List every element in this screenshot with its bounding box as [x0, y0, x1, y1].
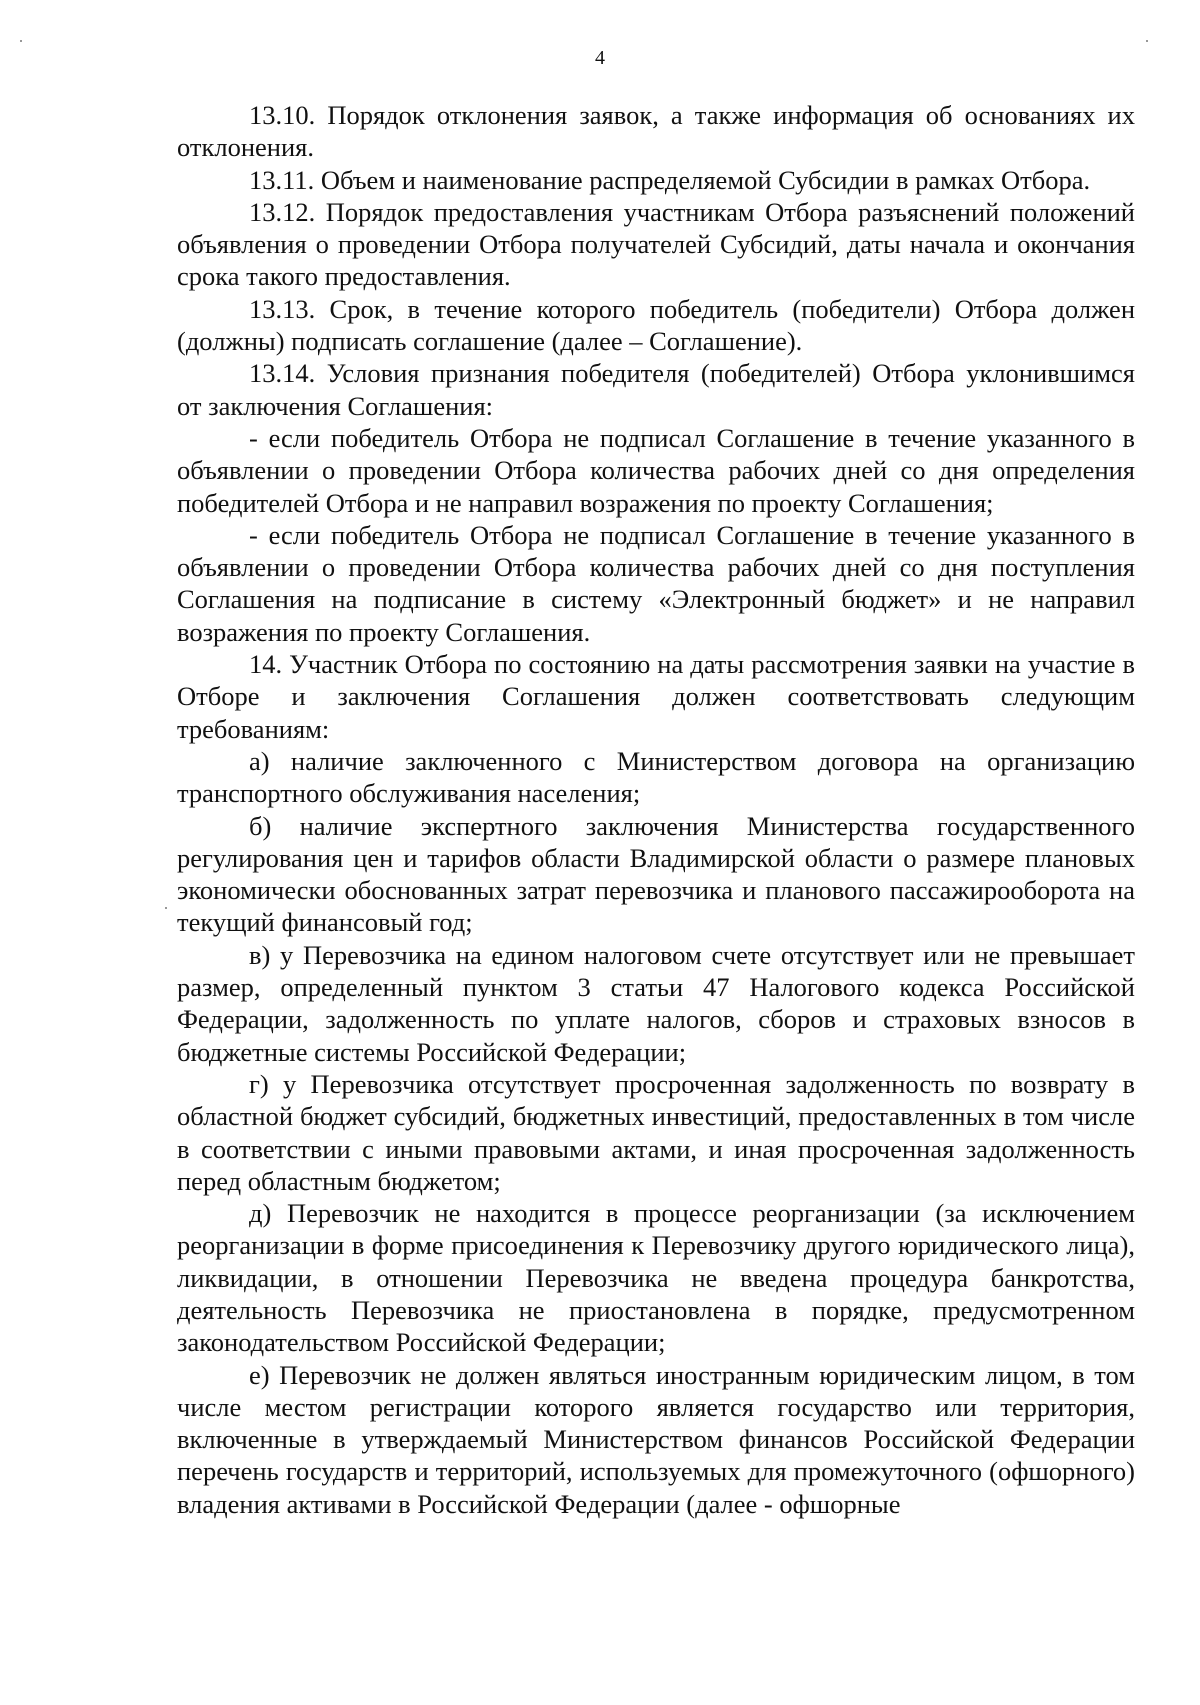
- list-item-b: б) наличие экспертного заключения Министерства государственного регулирования цен и тарифов области Владимирской области о размере плановых экономически обоснованных затрат перевозчика и планового пассажирооборота на текущий финансовый год;: [177, 810, 1135, 938]
- list-item-a: а) наличие заключенного с Министерством договора на организацию транспортного обслуживания населения;: [177, 745, 1135, 809]
- paragraph-13-14: 13.14. Условия признания победителя (победителей) Отбора уклонившимся от заключения Соглашения:: [177, 358, 1135, 421]
- scan-speck: [165, 907, 167, 909]
- list-item-d: д) Перевозчик не находится в процессе реорганизации (за исключением реорганизации в форме присоединения к Перевозчику другого юридического лица), ликвидации, в отношении Перевозчика не введена процедура банкротства, деятельность Перевозчика не приостановлена в порядке, предусмотренном законодательством Российской Федерации;: [177, 1198, 1135, 1358]
- list-item-e: е) Перевозчик не должен являться иностранным юридическим лицом, в том числе местом регистрации которого является государство или территория, включенные в утверждаемый Министерством финансов Российской Федерации перечень государств и территорий, используемых для промежуточного (офшорного) владения активами в Российской Федерации (далее - офшорные: [177, 1359, 1135, 1519]
- document-body: [177, 99, 1135, 1520]
- scan-speck: [20, 40, 22, 42]
- paragraph-13-10: 13.10. Порядок отклонения заявок, а также информация об основаниях их отклонения.: [177, 100, 1135, 163]
- page-number: 4: [595, 47, 605, 69]
- list-item-condition-1: - если победитель Отбора не подписал Соглашение в течение указанного в объявлении о проведении Отбора количества рабочих дней со дня определения победителей Отбора и не направил возражения по проекту Соглашения;: [177, 422, 1135, 518]
- list-item-v: в) у Перевозчика на едином налоговом счете отсутствует или не превышает размер, определенный пунктом 3 статьи 47 Налогового кодекса Российской Федерации, задолженность по уплате налогов, сборов и страховых взносов в бюджетные системы Российской Федерации;: [177, 939, 1135, 1067]
- paragraph-13-12: 13.12. Порядок предоставления участникам Отбора разъяснений положений объявления о проведении Отбора получателей Субсидий, даты начала и окончания срока такого предоставления.: [177, 196, 1135, 292]
- list-item-condition-2: - если победитель Отбора не подписал Соглашение в течение указанного в объявлении о проведении Отбора количества рабочих дней со дня поступления Соглашения на подписание в систему «Электронный бюджет» и не направил возражения по проекту Соглашения.: [177, 519, 1135, 647]
- paragraph-14: 14. Участник Отбора по состоянию на даты рассмотрения заявки на участие в Отборе и заключения Соглашения должен соответствовать следующим требованиям:: [177, 649, 1135, 744]
- paragraph-13-13: 13.13. Срок, в течение которого победитель (победители) Отбора должен (должны) подписать соглашение (далее – Соглашение).: [177, 293, 1135, 357]
- list-item-g: г) у Перевозчика отсутствует просроченная задолженность по возврату в областной бюджет субсидий, бюджетных инвестиций, предоставленных в том числе в соответствии с иными правовыми актами, и иная просроченная задолженность перед областным бюджетом;: [177, 1068, 1135, 1196]
- paragraph-13-11: 13.11. Объем и наименование распределяемой Субсидии в рамках Отбора.: [249, 164, 1091, 195]
- scan-speck: [1146, 40, 1148, 42]
